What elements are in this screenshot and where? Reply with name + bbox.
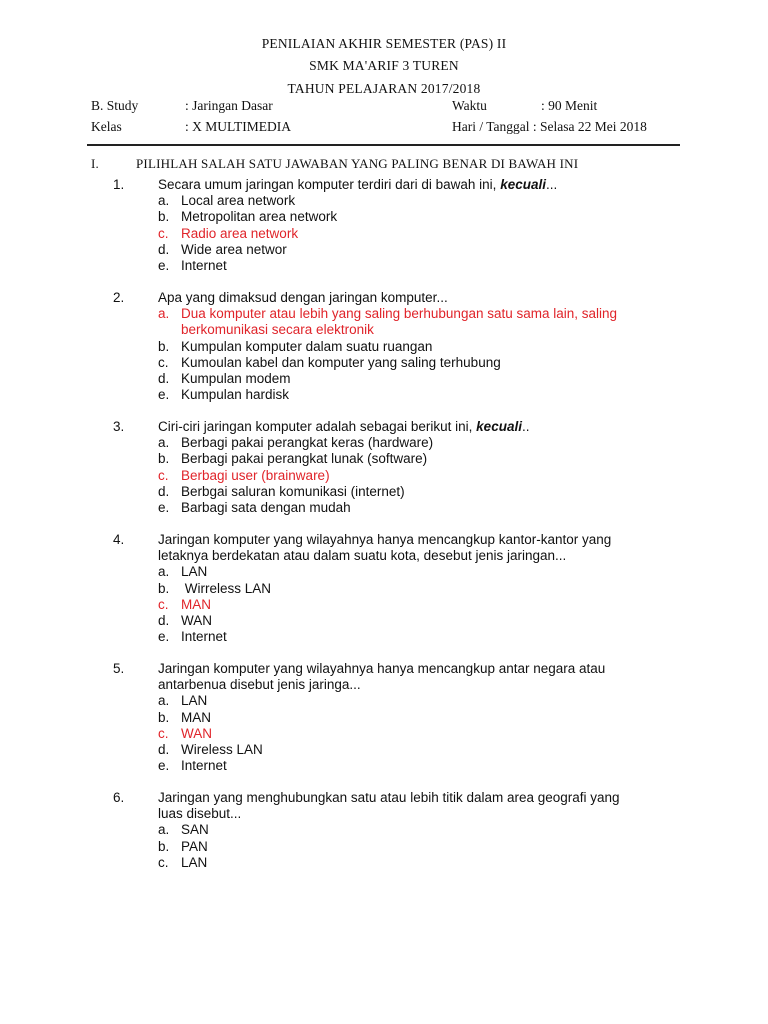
- option-letter: d.: [158, 613, 170, 628]
- option-text-line: Barbagi sata dengan mudah: [181, 500, 351, 515]
- question-text: [158, 177, 678, 193]
- option-text: [181, 564, 678, 580]
- option-letter: e.: [158, 387, 170, 403]
- question-number: 5.: [113, 661, 125, 676]
- section-title: PILIHLAH SALAH SATU JAWABAN YANG PALING BENAR DI BAWAH INI: [136, 156, 579, 171]
- question-text-line: Jaringan komputer yang wilayahnya hanya mencangkup antar negara atau: [158, 661, 606, 676]
- question-number: 6.: [113, 790, 125, 805]
- option-text-line: WAN: [181, 725, 212, 741]
- option-letter: d.: [158, 371, 170, 386]
- option-text: [181, 693, 678, 709]
- option-text: [181, 355, 678, 371]
- option-letter: b.: [158, 580, 170, 596]
- question-text: [158, 290, 678, 306]
- option-text-line: Berbagi user (brainware): [181, 467, 330, 483]
- emphasis-word: kecuali: [500, 177, 546, 192]
- date-label: Hari / Tanggal : Selasa 22 Mei 2018: [452, 119, 647, 134]
- option-text: [181, 742, 678, 758]
- header-divider: [87, 144, 680, 146]
- option-text: [181, 435, 678, 451]
- question-number: 3.: [113, 419, 125, 434]
- option-text: [181, 387, 678, 403]
- study-label: B. Study: [91, 98, 139, 113]
- option-letter: e.: [158, 758, 170, 774]
- time-value: : 90 Menit: [541, 98, 598, 113]
- option-letter: c.: [158, 596, 169, 612]
- option-text-line: Wide area networ: [181, 241, 287, 257]
- question-text: [158, 790, 678, 822]
- question-number: 4.: [113, 532, 125, 547]
- option-text: [181, 855, 678, 871]
- option-text: [181, 629, 678, 645]
- option-text: [181, 726, 678, 742]
- option-text: [181, 451, 678, 467]
- option-letter: a.: [158, 193, 170, 209]
- question-text-line: Secara umum jaringan komputer terdiri dari di bawah ini, kecuali...: [158, 177, 558, 192]
- option-letter: e.: [158, 500, 170, 515]
- option-text-line: WAN: [181, 613, 212, 628]
- question-text-line: Ciri-ciri jaringan komputer adalah sebagai berikut ini, kecuali..: [158, 419, 530, 434]
- option-letter: c.: [158, 354, 169, 370]
- option-letter: b.: [158, 451, 170, 467]
- option-letter: a.: [158, 693, 170, 709]
- option-text: [181, 710, 678, 726]
- option-text-line: PAN: [181, 838, 208, 854]
- option-text-line: Kumpulan komputer dalam suatu ruangan: [181, 338, 433, 354]
- option-text-line: Internet: [181, 258, 227, 273]
- option-letter: a.: [158, 435, 170, 451]
- option-text: [181, 822, 678, 838]
- option-text-line: Berbagi pakai perangkat keras (hardware): [181, 435, 434, 451]
- option-text: [181, 193, 678, 209]
- question-text: [158, 532, 678, 564]
- option-text-line: Local area network: [181, 193, 296, 209]
- option-text: [181, 258, 678, 274]
- option-text-line: Berbgai saluran komunikasi (internet): [181, 483, 405, 499]
- option-text-line: MAN: [181, 596, 211, 612]
- option-text: [181, 468, 678, 484]
- class-value: : X MULTIMEDIA: [185, 119, 291, 134]
- time-label: Waktu: [452, 98, 487, 113]
- option-letter: e.: [158, 258, 170, 273]
- option-letter: b.: [158, 338, 170, 354]
- option-text: [181, 597, 678, 613]
- academic-year: TAHUN PELAJARAN 2017/2018: [287, 81, 481, 96]
- option-text-line: SAN: [181, 822, 209, 838]
- option-letter: e.: [158, 629, 170, 645]
- question-text-line: Jaringan komputer yang wilayahnya hanya mencangkup kantor-kantor yang: [158, 532, 612, 547]
- option-text: [181, 339, 678, 355]
- study-value: : Jaringan Dasar: [185, 98, 273, 113]
- option-text: [181, 758, 678, 774]
- option-letter: a.: [158, 822, 170, 838]
- emphasis-word: kecuali: [476, 419, 522, 434]
- option-letter: a.: [158, 306, 170, 322]
- option-text-line: Kumoulan kabel dan komputer yang saling terhubung: [181, 354, 501, 370]
- option-letter: b.: [158, 709, 170, 725]
- option-letter: c.: [158, 225, 169, 241]
- option-text-line: LAN: [181, 564, 208, 580]
- question-text: [158, 419, 678, 435]
- option-text-line: Dua komputer atau lebih yang saling berhubungan satu sama lain, saling: [181, 306, 618, 322]
- option-text-line: Radio area network: [181, 225, 299, 241]
- option-text: [181, 209, 678, 225]
- option-text-line: MAN: [181, 709, 211, 725]
- class-label: Kelas: [91, 119, 122, 134]
- question-text-line: luas disebut...: [158, 806, 242, 822]
- section-number: I.: [91, 156, 99, 171]
- option-text-line: Internet: [181, 629, 227, 645]
- option-text: [181, 371, 678, 387]
- option-text: [181, 484, 678, 500]
- question-number: 1.: [113, 177, 125, 192]
- question-text-line: letaknya berdekatan atau dalam suatu kota, desebut jenis jaringan...: [158, 548, 567, 564]
- option-letter: d.: [158, 483, 170, 499]
- option-text-line: berkomunikasi secara elektronik: [181, 322, 374, 338]
- option-text: [181, 839, 678, 855]
- option-letter: d.: [158, 742, 170, 757]
- option-letter: b.: [158, 209, 170, 225]
- school-name: SMK MA'ARIF 3 TUREN: [309, 58, 459, 73]
- option-text: [181, 613, 678, 629]
- option-text: [181, 306, 678, 338]
- question-text-line: Jaringan yang menghubungkan satu atau lebih titik dalam area geografi yang: [158, 790, 620, 805]
- option-text-line: LAN: [181, 693, 208, 709]
- option-letter: b.: [158, 838, 170, 854]
- option-text-line: Internet: [181, 758, 227, 774]
- option-text: [181, 242, 678, 258]
- option-text-line: Kumpulan hardisk: [181, 387, 290, 403]
- option-text-line: LAN: [181, 854, 208, 870]
- option-text: [181, 500, 678, 516]
- option-text-line: Berbagi pakai perangkat lunak (software): [181, 451, 428, 467]
- question-text-line: Apa yang dimaksud dengan jaringan komputer...: [158, 290, 448, 305]
- option-letter: c.: [158, 725, 169, 741]
- option-text-line: Wirreless LAN: [181, 580, 272, 596]
- exam-title: PENILAIAN AKHIR SEMESTER (PAS) II: [261, 36, 507, 51]
- option-text: [181, 226, 678, 242]
- question-text: [158, 661, 678, 693]
- option-text-line: Wireless LAN: [181, 742, 263, 757]
- question-number: 2.: [113, 290, 125, 305]
- option-text: [181, 581, 678, 597]
- question-text-line: antarbenua disebut jenis jaringa...: [158, 677, 361, 693]
- option-letter: c.: [158, 854, 169, 870]
- option-letter: a.: [158, 564, 170, 580]
- option-text-line: Kumpulan modem: [181, 371, 291, 386]
- option-text-line: Metropolitan area network: [181, 209, 338, 225]
- option-letter: c.: [158, 467, 169, 483]
- option-letter: d.: [158, 241, 170, 257]
